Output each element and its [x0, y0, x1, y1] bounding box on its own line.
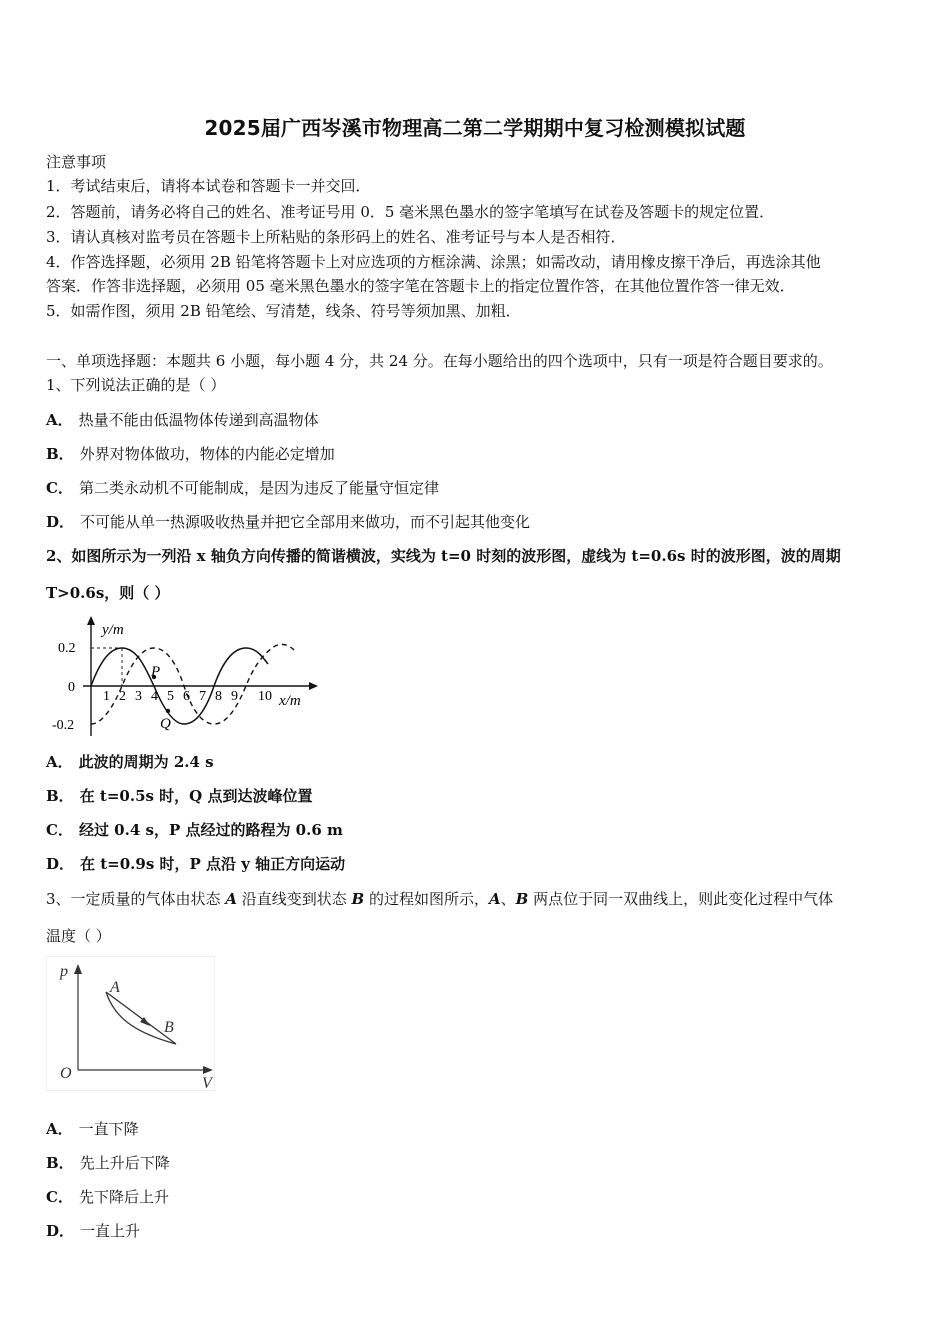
x-tick-label: 5	[167, 689, 174, 704]
v-axis-label: V	[202, 1075, 212, 1092]
process-line	[106, 992, 176, 1044]
page-title: 2025届广西岑溪市物理高二第二学期期中复习检测模拟试题	[204, 116, 746, 140]
option-text: 在 t=0.9s 时，P 点沿 y 轴正方向运动	[80, 855, 346, 873]
wave-figure	[50, 614, 320, 738]
x-tick-label: 10	[258, 689, 272, 704]
x-tick-label: 6	[183, 689, 190, 704]
state-a-label: A	[110, 979, 120, 996]
q1-option-a	[46, 409, 910, 431]
option-text: 一直下降	[78, 1120, 139, 1138]
point-q-marker	[166, 709, 170, 713]
state-b: B	[515, 890, 529, 908]
stem-text: 两点位于同一双曲线上，则此变化过程中气体	[528, 890, 834, 908]
option-text: 不可能从单一热源吸收热量并把它全部用来做功，而不引起其他变化	[80, 513, 531, 531]
point-p-label: P	[151, 664, 161, 680]
notice-item: 答案．作答非选择题，必须用 05 毫米黑色墨水的签字笔在答题卡上的指定位置作答，在其他位置作答一律无效．	[46, 277, 795, 295]
option-key: B．	[46, 787, 74, 805]
origin-label: O	[60, 1065, 72, 1082]
y-tick-label: -0.2	[52, 718, 75, 733]
option-key: D．	[46, 513, 75, 531]
q3-option-b	[46, 1152, 910, 1174]
option-key: B．	[46, 445, 74, 463]
option-key: D．	[46, 1222, 75, 1240]
option-text: 外界对物体做功，物体的内能必定增加	[79, 445, 335, 463]
notice-item: 1．考试结束后，请将本试卷和答题卡一并交回．	[46, 177, 371, 195]
y-axis-arrow-icon	[87, 616, 95, 625]
v-axis-arrow-icon	[203, 1066, 213, 1074]
y-tick-label: 0.2	[58, 641, 76, 656]
option-key: C．	[46, 821, 73, 839]
x-tick-label: 8	[215, 689, 222, 704]
option-text: 经过 0.4 s，P 点经过的路程为 0.6 m	[78, 821, 343, 839]
state-a: A	[225, 890, 237, 908]
option-text: 此波的周期为 2.4 s	[78, 753, 214, 771]
notice-item: 3．请认真核对监考员在答题卡上所粘贴的条形码上的姓名、准考证号与本人是否相符．	[46, 228, 626, 246]
q3-stem-line2: 温度（ ）	[46, 927, 111, 945]
section-heading: 一、单项选择题：本题共 6 小题，每小题 4 分，共 24 分。在每小题给出的四个选项中，只有一项是符合题目要求的。	[46, 352, 833, 370]
option-key: A．	[46, 1120, 73, 1138]
option-text: 先上升后下降	[79, 1154, 170, 1172]
q2-option-a	[46, 751, 910, 773]
x-axis-label: x/m	[279, 693, 301, 709]
q1-stem: 1、下列说法正确的是（ ）	[46, 376, 226, 394]
q2-option-d	[46, 853, 910, 875]
option-text: 一直上升	[80, 1222, 141, 1240]
notice-item: 2．答题前，请务必将自己的姓名、准考证号用 0．5 毫米黑色墨水的签字笔填写在试卷及答题卡的规定位置．	[46, 203, 775, 221]
state-b: B	[351, 890, 365, 908]
q1-option-c	[46, 477, 910, 499]
q2-option-c	[46, 819, 910, 841]
option-text: 先下降后上升	[78, 1188, 169, 1206]
x-tick-label: 4	[151, 689, 158, 704]
q3-option-a	[46, 1118, 910, 1140]
q3-option-d	[46, 1220, 910, 1242]
q1-option-d	[46, 511, 910, 533]
q2-option-b	[46, 785, 910, 807]
stem-text: 3、一定质量的气体由状态	[46, 890, 226, 908]
state-a: A	[488, 890, 501, 908]
option-key: C．	[46, 1188, 73, 1206]
option-text: 第二类永动机不可能制成，是因为违反了能量守恒定律	[78, 479, 439, 497]
option-key: A．	[46, 411, 73, 429]
p-axis-label: p	[60, 963, 68, 980]
x-tick-label: 9	[231, 689, 238, 704]
option-key: C．	[46, 479, 73, 497]
x-tick-label: 3	[135, 689, 142, 704]
stem-text: 、	[500, 890, 516, 908]
state-b-label: B	[164, 1019, 174, 1036]
p-axis-arrow-icon	[74, 964, 82, 974]
notice-item: 5．如需作图，须用 2B 铅笔绘、写清楚，线条、符号等须加黑、加粗．	[46, 302, 521, 320]
x-tick-label: 7	[199, 689, 206, 704]
option-key: A．	[46, 753, 73, 771]
q2-stem-line2: T>0.6s，则（ ）	[46, 584, 170, 602]
stem-text: 的过程如图所示，	[364, 890, 489, 908]
option-text: 在 t=0.5s 时，Q 点到达波峰位置	[79, 787, 313, 805]
q2-stem-line1: 2、如图所示为一列沿 x 轴负方向传播的简谐横波，实线为 t=0 时刻的波形图，虚线为 t=0.6s 时的波形图，波的周期	[46, 547, 841, 565]
x-tick-label: 1	[103, 689, 110, 704]
option-key: D．	[46, 855, 75, 873]
x-axis-arrow-icon	[309, 682, 318, 690]
q1-option-b	[46, 443, 910, 465]
notice-heading: 注意事项	[46, 153, 107, 171]
stem-text: 沿直线变到状态	[236, 890, 352, 908]
option-text: 热量不能由低温物体传递到高温物体	[78, 411, 319, 429]
option-key: B．	[46, 1154, 74, 1172]
point-q-label: Q	[160, 716, 171, 732]
y-axis-label: y/m	[102, 622, 124, 638]
wave-dashed-t06	[91, 644, 294, 724]
y-tick-label: 0	[68, 680, 75, 695]
q3-option-c	[46, 1186, 910, 1208]
x-tick-label: 2	[119, 689, 126, 704]
pv-figure	[46, 956, 218, 1092]
notice-item: 4．作答选择题，必须用 2B 铅笔将答题卡上对应选项的方框涂满、涂黑；如需改动，请用橡皮擦干净后，再选涂其他	[46, 253, 821, 271]
q3-stem-line1	[46, 888, 910, 910]
